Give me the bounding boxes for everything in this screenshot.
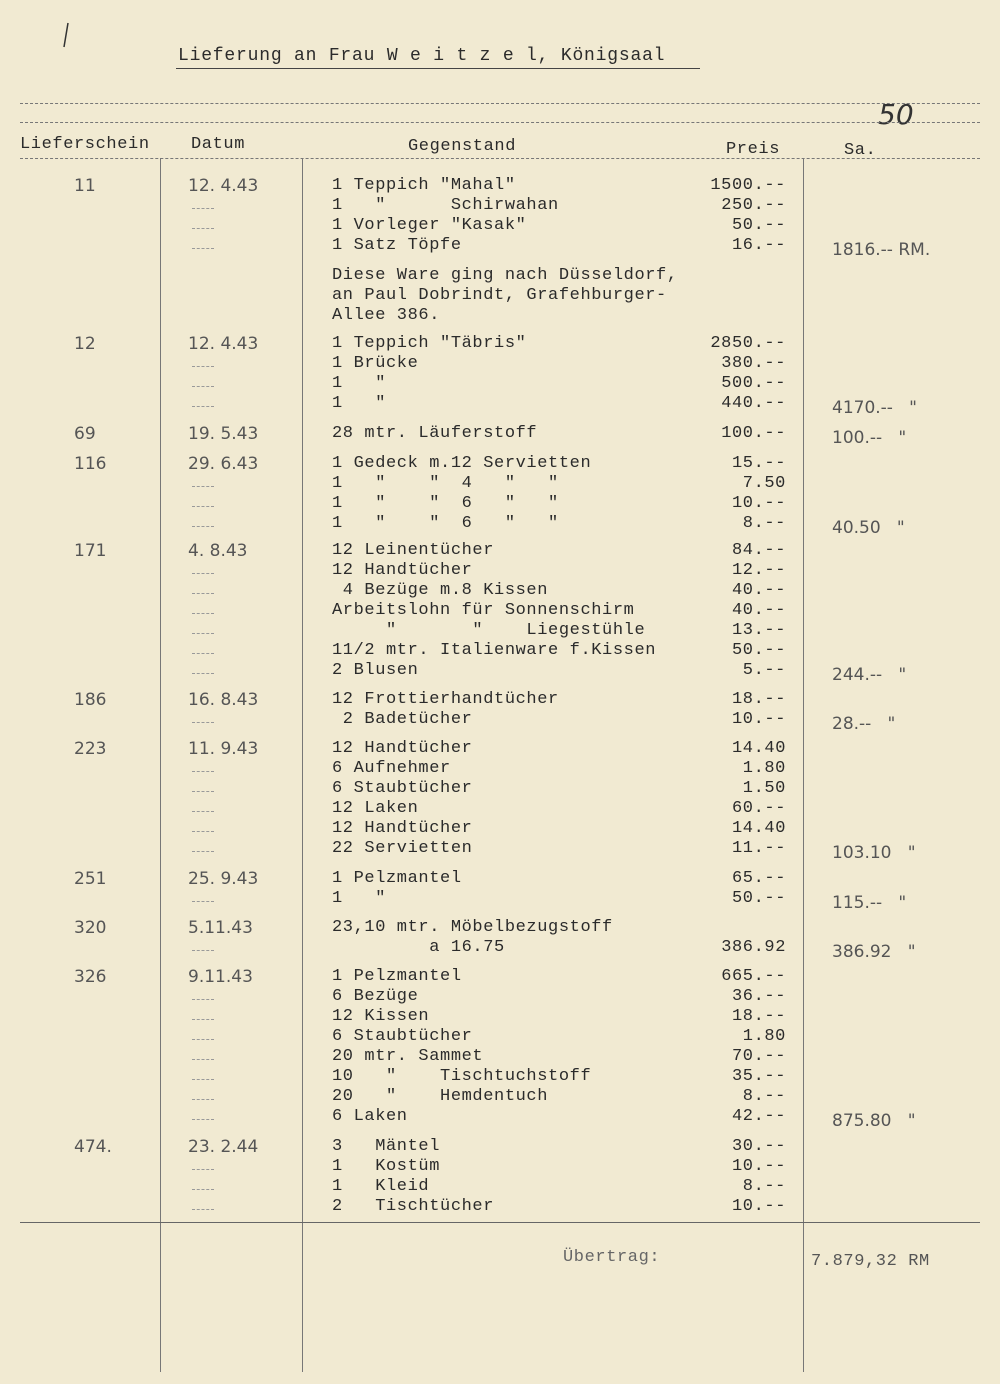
row-price: 8.--	[742, 1177, 786, 1196]
header-rule-bottom	[20, 158, 980, 159]
row-item-text: 2 Blusen	[332, 661, 419, 680]
row-item-text: 1 Satz Töpfe	[332, 236, 462, 255]
ditto-dash	[192, 999, 214, 1000]
lieferschein-number: 11	[74, 176, 96, 196]
row-item-text: 1 Vorleger "Kasak"	[332, 216, 527, 235]
lieferschein-number: 116	[74, 454, 107, 474]
row-price: 14.40	[731, 819, 786, 838]
lieferschein-number: 474.	[74, 1137, 112, 1157]
row-item-text: 22 Servietten	[332, 839, 473, 858]
row-item-text: 6 Laken	[332, 1107, 408, 1126]
row-date: 11. 9.43	[188, 739, 259, 759]
ditto-dash	[192, 950, 214, 951]
row-price: 84.--	[731, 541, 786, 560]
row-item-text: an Paul Dobrindt, Grafehburger-	[332, 286, 667, 305]
row-sum: 244.-- "	[832, 665, 907, 685]
row-date: 5.11.43	[188, 918, 253, 938]
ditto-dash	[192, 1169, 214, 1170]
ditto-dash	[192, 573, 214, 574]
row-price: 11.--	[731, 839, 786, 858]
row-price: 50.--	[731, 641, 786, 660]
row-price: 7.50	[742, 474, 786, 493]
ditto-dash	[192, 366, 214, 367]
row-item-text: 23,10 mtr. Möbelbezugstoff	[332, 918, 613, 937]
ditto-dash	[192, 1189, 214, 1190]
row-item-text: Allee 386.	[332, 306, 441, 325]
row-price: 50.--	[731, 889, 786, 908]
lieferschein-number: 326	[74, 967, 107, 987]
row-price: 2850.--	[710, 334, 786, 353]
ditto-dash	[192, 1079, 214, 1080]
title-underline	[176, 68, 700, 69]
ditto-dash	[192, 1059, 214, 1060]
row-price: 16.--	[731, 236, 786, 255]
row-price: 10.--	[731, 494, 786, 513]
ditto-dash	[192, 1099, 214, 1100]
header-datum: Datum	[191, 135, 246, 154]
row-item-text: 4 Bezüge m.8 Kissen	[332, 581, 549, 600]
ditto-dash	[192, 1119, 214, 1120]
row-sum: 103.10 "	[832, 843, 916, 863]
row-price: 10.--	[731, 1197, 786, 1216]
row-date: 29. 6.43	[188, 454, 259, 474]
row-item-text: 1 Kleid	[332, 1177, 430, 1196]
row-date: 4. 8.43	[188, 541, 248, 561]
ditto-dash	[192, 851, 214, 852]
row-date: 9.11.43	[188, 967, 253, 987]
row-item-text: 10 " Tischtuchstoff	[332, 1067, 592, 1086]
row-sum: 115.-- "	[832, 893, 907, 913]
lieferschein-number: 320	[74, 918, 107, 938]
row-item-text: 12 Handtücher	[332, 739, 473, 758]
row-price: 1.80	[742, 759, 786, 778]
row-price: 70.--	[731, 1047, 786, 1066]
row-item-text: 28 mtr. Läuferstoff	[332, 424, 538, 443]
row-price: 100.--	[721, 424, 786, 443]
document-title: Lieferung an Frau W e i t z e l, Königsaal	[178, 46, 666, 66]
column-line-2	[302, 158, 303, 1372]
row-price: 60.--	[731, 799, 786, 818]
ditto-dash	[192, 1209, 214, 1210]
ditto-dash	[192, 791, 214, 792]
row-item-text: 1 "	[332, 374, 387, 393]
row-price: 42.--	[731, 1107, 786, 1126]
lieferschein-number: 69	[74, 424, 96, 444]
row-sum: 4170.-- "	[832, 398, 917, 418]
row-date: 19. 5.43	[188, 424, 259, 444]
header-gegenstand: Gegenstand	[408, 137, 517, 156]
row-item-text: 12 Leinentücher	[332, 541, 495, 560]
row-price: 40.--	[731, 601, 786, 620]
row-price: 1500.--	[710, 176, 786, 195]
row-item-text: 1 Pelzmantel	[332, 869, 462, 888]
row-sum: 40.50 "	[832, 518, 905, 538]
row-item-text: 1 " " 6 " "	[332, 514, 559, 533]
row-item-text: 6 Staubtücher	[332, 1027, 473, 1046]
lieferschein-number: 186	[74, 690, 107, 710]
row-date: 16. 8.43	[188, 690, 259, 710]
row-item-text: 1 " Schirwahan	[332, 196, 559, 215]
ditto-dash	[192, 722, 214, 723]
lieferschein-number: 223	[74, 739, 107, 759]
lieferschein-number: 12	[74, 334, 96, 354]
row-price: 8.--	[742, 1087, 786, 1106]
row-date: 12. 4.43	[188, 334, 259, 354]
uebertrag-label: Übertrag:	[563, 1248, 661, 1267]
row-price: 8.--	[742, 514, 786, 533]
table-bottom-rule	[20, 1222, 980, 1223]
ditto-dash	[192, 673, 214, 674]
row-item-text: a 16.75	[332, 938, 505, 957]
column-line-3	[803, 158, 804, 1372]
row-sum: 875.80 "	[832, 1111, 916, 1131]
row-item-text: 1 Teppich "Mahal"	[332, 176, 516, 195]
lieferschein-number: 251	[74, 869, 107, 889]
row-item-text: 2 Tischtücher	[332, 1197, 495, 1216]
ditto-dash	[192, 386, 214, 387]
ditto-dash	[192, 811, 214, 812]
row-date: 12. 4.43	[188, 176, 259, 196]
ditto-dash	[192, 248, 214, 249]
row-item-text: 2 Badetücher	[332, 710, 473, 729]
header-preis: Preis	[726, 140, 781, 159]
pencil-mark	[62, 22, 70, 48]
header-rule-top	[20, 103, 980, 104]
page-number: 50	[878, 98, 914, 131]
ditto-dash	[192, 1019, 214, 1020]
row-sum: 28.-- "	[832, 714, 896, 734]
row-item-text: 6 Bezüge	[332, 987, 419, 1006]
row-item-text: 12 Handtücher	[332, 819, 473, 838]
row-item-text: 12 Frottierhandtücher	[332, 690, 559, 709]
ditto-dash	[192, 486, 214, 487]
row-sum: 386.92 "	[832, 942, 916, 962]
row-date: 25. 9.43	[188, 869, 259, 889]
ditto-dash	[192, 1039, 214, 1040]
row-price: 380.--	[721, 354, 786, 373]
row-sum: 1816.-- RM.	[832, 240, 931, 260]
row-item-text: 3 Mäntel	[332, 1137, 441, 1156]
row-price: 14.40	[731, 739, 786, 758]
header-rule-mid	[20, 122, 980, 123]
row-item-text: Diese Ware ging nach Düsseldorf,	[332, 266, 678, 285]
row-item-text: 1 Brücke	[332, 354, 419, 373]
row-price: 50.--	[731, 216, 786, 235]
lieferschein-number: 171	[74, 541, 107, 561]
row-price: 30.--	[731, 1137, 786, 1156]
row-price: 386.92	[721, 938, 786, 957]
ditto-dash	[192, 506, 214, 507]
row-price: 12.--	[731, 561, 786, 580]
ditto-dash	[192, 831, 214, 832]
row-price: 1.50	[742, 779, 786, 798]
row-item-text: 12 Handtücher	[332, 561, 473, 580]
header-lieferschein: Lieferschein	[20, 135, 150, 154]
row-item-text: 20 mtr. Sammet	[332, 1047, 484, 1066]
row-price: 10.--	[731, 710, 786, 729]
row-price: 440.--	[721, 394, 786, 413]
row-price: 500.--	[721, 374, 786, 393]
row-price: 13.--	[731, 621, 786, 640]
row-item-text: 6 Aufnehmer	[332, 759, 451, 778]
row-item-text: 1 " " 4 " "	[332, 474, 559, 493]
row-item-text: 12 Kissen	[332, 1007, 430, 1026]
ditto-dash	[192, 526, 214, 527]
column-line-1	[160, 158, 161, 1372]
ditto-dash	[192, 633, 214, 634]
row-price: 15.--	[731, 454, 786, 473]
row-price: 35.--	[731, 1067, 786, 1086]
ditto-dash	[192, 208, 214, 209]
row-price: 65.--	[731, 869, 786, 888]
row-price: 250.--	[721, 196, 786, 215]
row-item-text: Arbeitslohn für Sonnenschirm	[332, 601, 635, 620]
row-item-text: 12 Laken	[332, 799, 419, 818]
header-summe: Sa.	[844, 141, 877, 160]
row-item-text: 1 Pelzmantel	[332, 967, 462, 986]
row-item-text: 1 Teppich "Täbris"	[332, 334, 527, 353]
row-price: 1.80	[742, 1027, 786, 1046]
row-item-text: 6 Staubtücher	[332, 779, 473, 798]
row-price: 18.--	[731, 690, 786, 709]
row-price: 40.--	[731, 581, 786, 600]
row-item-text: 1 " " 6 " "	[332, 494, 559, 513]
row-item-text: 1 Gedeck m.12 Servietten	[332, 454, 592, 473]
ditto-dash	[192, 771, 214, 772]
row-item-text: 11/2 mtr. Italienware f.Kissen	[332, 641, 657, 660]
ditto-dash	[192, 613, 214, 614]
row-price: 5.--	[742, 661, 786, 680]
row-date: 23. 2.44	[188, 1137, 259, 1157]
ditto-dash	[192, 653, 214, 654]
ditto-dash	[192, 901, 214, 902]
ditto-dash	[192, 228, 214, 229]
row-price: 18.--	[731, 1007, 786, 1026]
row-price: 665.--	[721, 967, 786, 986]
row-sum: 100.-- "	[832, 428, 907, 448]
row-item-text: 20 " Hemdentuch	[332, 1087, 549, 1106]
row-item-text: 1 "	[332, 889, 387, 908]
row-price: 10.--	[731, 1157, 786, 1176]
row-item-text: " " Liegestühle	[332, 621, 646, 640]
ditto-dash	[192, 593, 214, 594]
ditto-dash	[192, 406, 214, 407]
row-item-text: 1 "	[332, 394, 387, 413]
uebertrag-value: 7.879,32 RM	[811, 1252, 930, 1271]
row-price: 36.--	[731, 987, 786, 1006]
row-item-text: 1 Kostüm	[332, 1157, 441, 1176]
